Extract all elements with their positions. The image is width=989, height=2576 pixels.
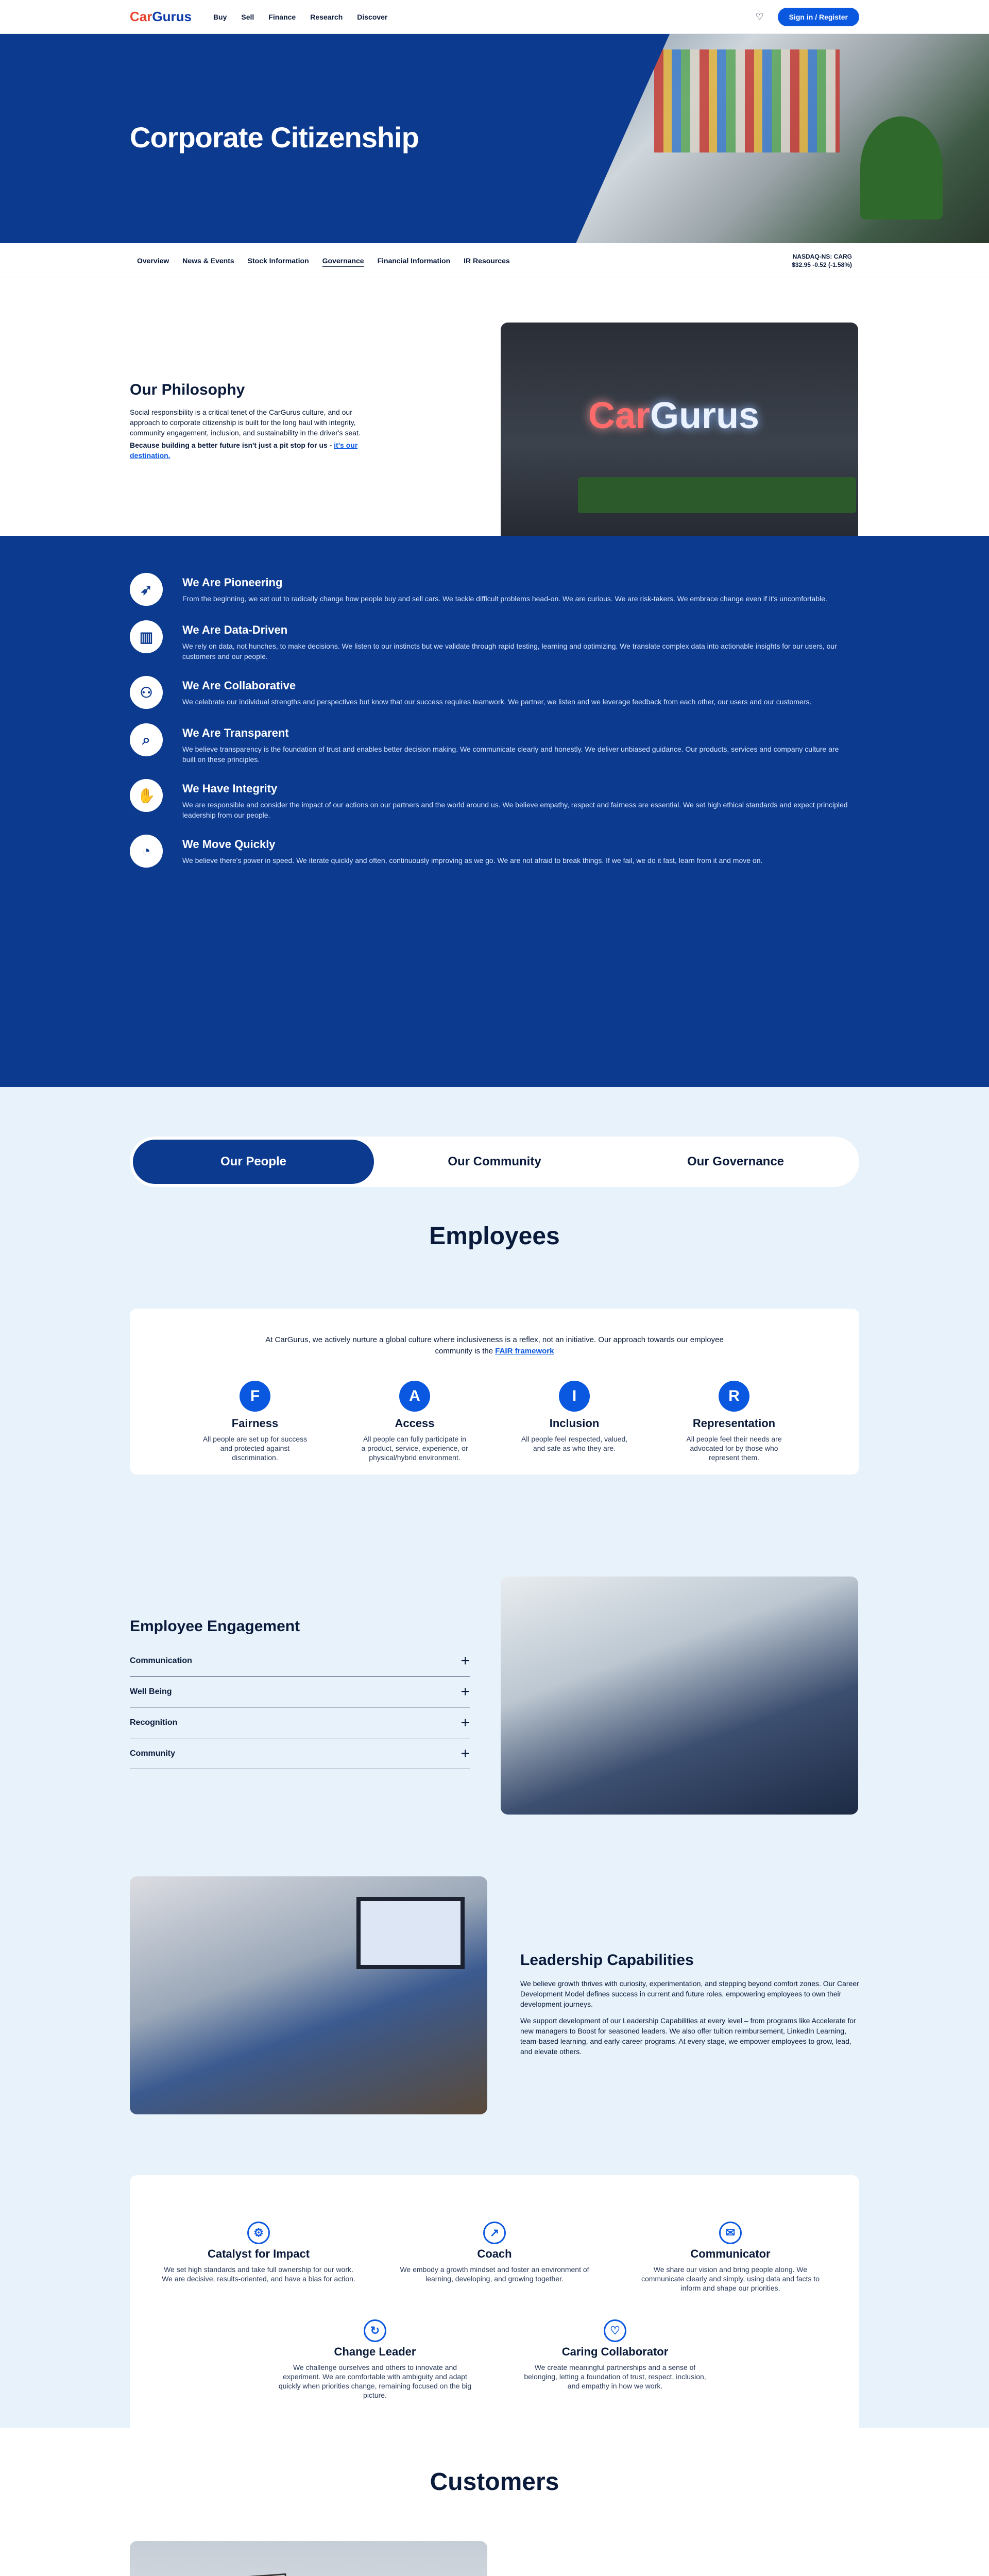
neon-logo-sign: CarGurus: [588, 395, 760, 436]
fair-inclusion: [494, 1381, 654, 1462]
competency-desc: We share our vision and bring people along. We communicate clearly and simply, using data and facts to inform and shape our priorities.: [641, 2265, 820, 2292]
chat-icon: ✉: [719, 2222, 742, 2244]
destination-link[interactable]: it's our destination.: [130, 441, 358, 460]
gear-icon: ⚙: [247, 2222, 270, 2244]
cargurus-logo[interactable]: CarGurus: [130, 9, 192, 24]
competency-change-leader: [277, 2319, 473, 2400]
competency-catalyst: [161, 2222, 356, 2283]
value-desc: From the beginning, we set out to radically change how people buy and sell cars. We tackle difficult problems head-on. We are curious. We are risk-takers. We embrace change even if it's uncomfortable.: [182, 595, 827, 603]
leadership-text: [520, 1952, 860, 2063]
employees-title: Employees: [429, 1223, 560, 1250]
value-item: [130, 620, 851, 662]
tab-ir-resources[interactable]: IR Resources: [464, 256, 510, 265]
fair-letter-badge: A: [399, 1381, 430, 1412]
competency-title: Coach: [477, 2247, 512, 2260]
value-title: We Have Integrity: [182, 782, 278, 795]
nav-finance[interactable]: Finance: [268, 12, 296, 21]
value-item: [130, 676, 851, 709]
competency-title: Catalyst for Impact: [207, 2247, 310, 2260]
top-navigation: [0, 0, 989, 34]
hands-icon: ♡: [604, 2319, 626, 2342]
people-section: [0, 1087, 989, 2428]
leadership-p1: We believe growth thrives with curiosity, experimentation, and stepping beyond comfort zones. Our Career Development Model defines success in current and future roles, empowering employees to own their development journeys.: [520, 1979, 859, 2008]
fair-desc: All people feel their needs are advocated for by those who represent them.: [686, 1435, 782, 1462]
fair-title: Fairness: [231, 1417, 279, 1430]
photo-screen: [356, 1897, 465, 1969]
fair-title: Inclusion: [549, 1417, 600, 1430]
speed-icon: ◔: [130, 835, 163, 868]
customers-title: Customers: [430, 2468, 559, 2496]
fair-framework-link[interactable]: FAIR framework: [495, 1347, 554, 1355]
page-title: Corporate Citizenship: [130, 121, 419, 154]
value-desc: We celebrate our individual strengths and perspectives but know that our success requires teamwork. We partner, we listen and we leverage feedback from each other, our users and our customers.: [182, 698, 812, 706]
philosophy-body: Social responsibility is a critical tenet of the CarGurus culture, and our approach to corporate citizenship is built for the long haul with integrity, community engagement, inclusion, and sustainability in the driver's seat.: [130, 408, 361, 437]
accordion-recognition[interactable]: Recognition +: [130, 1707, 470, 1738]
competency-desc: We challenge ourselves and others to innovate and experiment. We are comfortable with ambiguity and adapt quickly when priorities change, remaining focused on the big picture.: [278, 2363, 472, 2399]
engagement-title: Employee Engagement: [130, 1618, 300, 1635]
value-item: [130, 779, 851, 820]
value-item: [130, 835, 851, 868]
fair-framework-card: [130, 1309, 859, 1475]
fair-letter-badge: R: [719, 1381, 749, 1412]
nav-buy[interactable]: Buy: [213, 12, 227, 21]
value-desc: We believe there's power in speed. We iterate quickly and often, continuously improving as we go. We are not afraid to break things. If we fail, we do it fast, learn from it and move on.: [182, 856, 763, 865]
office-wall-sign: [181, 2573, 288, 2576]
fair-fairness: [175, 1381, 335, 1462]
leadership-meeting-photo: [130, 1876, 487, 2114]
plus-icon: +: [461, 1744, 470, 1762]
engagement-accordion: [130, 1618, 470, 1769]
stock-ticker: [792, 252, 852, 269]
tab-overview[interactable]: Overview: [137, 256, 169, 265]
competency-title: Communicator: [690, 2247, 771, 2260]
fair-desc: All people are set up for success and protected against discrimination.: [202, 1435, 308, 1462]
chart-icon: ▥: [130, 620, 163, 653]
photo-hedge: [578, 477, 856, 513]
value-item: [130, 723, 851, 765]
nav-discover[interactable]: Discover: [357, 12, 388, 21]
leadership-p2: We support development of our Leadership Capabilities at every level – from programs like Accelerate for new managers to Boost for seasoned leaders. We also offer tuition reimbursement, LinkedIn Learning, team-based learning, and early-career programs. At every stage, we empower employees to grow, lead, and elevate others.: [520, 2016, 856, 2056]
customers-section: [0, 2428, 989, 2576]
tab-news-events[interactable]: News & Events: [182, 256, 234, 265]
competency-desc: We embody a growth mindset and foster an environment of learning, developing, and growing together.: [400, 2265, 589, 2283]
hero-banner: [0, 34, 989, 243]
segment-our-community[interactable]: Our Community: [448, 1155, 541, 1168]
nav-research[interactable]: Research: [310, 12, 343, 21]
value-title: We Move Quickly: [182, 838, 276, 851]
accordion-community[interactable]: Community +: [130, 1738, 470, 1769]
magnifier-icon: ⌕: [130, 723, 163, 756]
fair-columns: [175, 1381, 814, 1462]
philosophy-tagline: Because building a better future isn't just a pit stop for us - it's our destination.: [130, 441, 358, 460]
value-item: [130, 573, 851, 606]
philosophy-title: Our Philosophy: [130, 381, 245, 398]
fair-desc: All people feel respected, valued, and safe as who they are.: [521, 1435, 628, 1452]
segment-our-governance[interactable]: Our Governance: [687, 1155, 785, 1168]
growth-icon: ↗: [483, 2222, 506, 2244]
ticker-name: NASDAQ-NS: CARG: [792, 252, 852, 260]
competency-caring-collaborator: [517, 2319, 713, 2391]
fair-desc: All people can fully participate in a product, service, experience, or physical/hybrid environment.: [361, 1435, 468, 1462]
fair-access: [335, 1381, 494, 1462]
engagement-meeting-photo: [501, 1577, 858, 1815]
saved-heart-icon[interactable]: ♡: [755, 11, 764, 22]
philosophy-text: [130, 381, 367, 461]
hero-photo-plant: [860, 116, 943, 219]
people-segment-control: [130, 1137, 859, 1187]
value-title: We Are Transparent: [182, 726, 289, 739]
refresh-icon: ↻: [364, 2319, 386, 2342]
plus-icon: +: [461, 1714, 470, 1731]
accordion-communication[interactable]: Communication +: [130, 1646, 470, 1676]
tab-financial-information[interactable]: Financial Information: [377, 256, 451, 265]
competency-desc: We set high standards and take full ownership for our work. We are decisive, results-oriented, and have a bias for action.: [162, 2265, 355, 2283]
investor-subnav: [0, 243, 989, 278]
values-section: [0, 536, 989, 1087]
value-desc: We are responsible and consider the impact of our actions on our partners and the world around us. We believe empathy, respect and fairness are essential. We set high ethical standards and expect principled leadership from our people.: [182, 801, 848, 819]
fair-intro: At CarGurus, we actively nurture a global culture where inclusiveness is a reflex, not an initiative. Our approach towards our employee community is the FAIR framework: [265, 1335, 724, 1355]
nav-sell[interactable]: Sell: [241, 12, 254, 21]
fair-title: Access: [395, 1417, 435, 1430]
values-list: [130, 573, 851, 882]
tab-stock-information[interactable]: Stock Information: [247, 256, 309, 265]
data-privacy-photo: [130, 2541, 487, 2576]
primary-nav: [213, 13, 387, 21]
plus-icon: +: [461, 1683, 470, 1700]
philosophy-section: [0, 278, 989, 536]
competency-desc: We create meaningful partnerships and a sense of belonging, letting a foundation of trust, respect, inclusion, and empathy in how we work.: [524, 2363, 706, 2390]
value-title: We Are Pioneering: [182, 576, 283, 589]
value-desc: We rely on data, not hunches, to make decisions. We listen to our instincts but we validate through rapid testing, learning and optimizing. We translate complex data into actionable insights for our users, our customers and our people.: [182, 642, 837, 660]
investor-tabs: [137, 257, 510, 265]
team-icon: ⚇: [130, 676, 163, 709]
accordion-well-being[interactable]: Well Being +: [130, 1676, 470, 1707]
office-sign-photo: [501, 323, 858, 565]
competency-title: Change Leader: [334, 2345, 416, 2358]
fair-representation: [654, 1381, 814, 1462]
fair-letter-badge: I: [559, 1381, 590, 1412]
competency-coach: [397, 2222, 592, 2283]
fair-letter-badge: F: [240, 1381, 270, 1412]
tab-governance[interactable]: Governance: [322, 256, 364, 265]
plus-icon: +: [461, 1652, 470, 1669]
competency-communicator: [633, 2222, 828, 2293]
nav-actions: [754, 8, 859, 26]
value-desc: We believe transparency is the foundation of trust and enables better decision making. We communicate clearly and honestly. We deliver unbiased guidance. Our products, services and company culture are built on these principles.: [182, 745, 839, 764]
value-title: We Are Collaborative: [182, 679, 296, 692]
handshake-icon: ✋: [130, 779, 163, 812]
rocket-icon: ➶: [130, 573, 163, 606]
hero-photo-wall: [654, 49, 840, 152]
ticker-value: $32.95 -0.52 (-1.58%): [792, 261, 852, 268]
segment-our-people[interactable]: Our People: [133, 1140, 374, 1184]
sign-in-button[interactable]: Sign in / Register: [778, 8, 859, 26]
leadership-title: Leadership Capabilities: [520, 1952, 694, 1969]
fair-title: Representation: [692, 1417, 776, 1430]
competency-title: Caring Collaborator: [561, 2345, 669, 2358]
value-title: We Are Data-Driven: [182, 623, 288, 636]
